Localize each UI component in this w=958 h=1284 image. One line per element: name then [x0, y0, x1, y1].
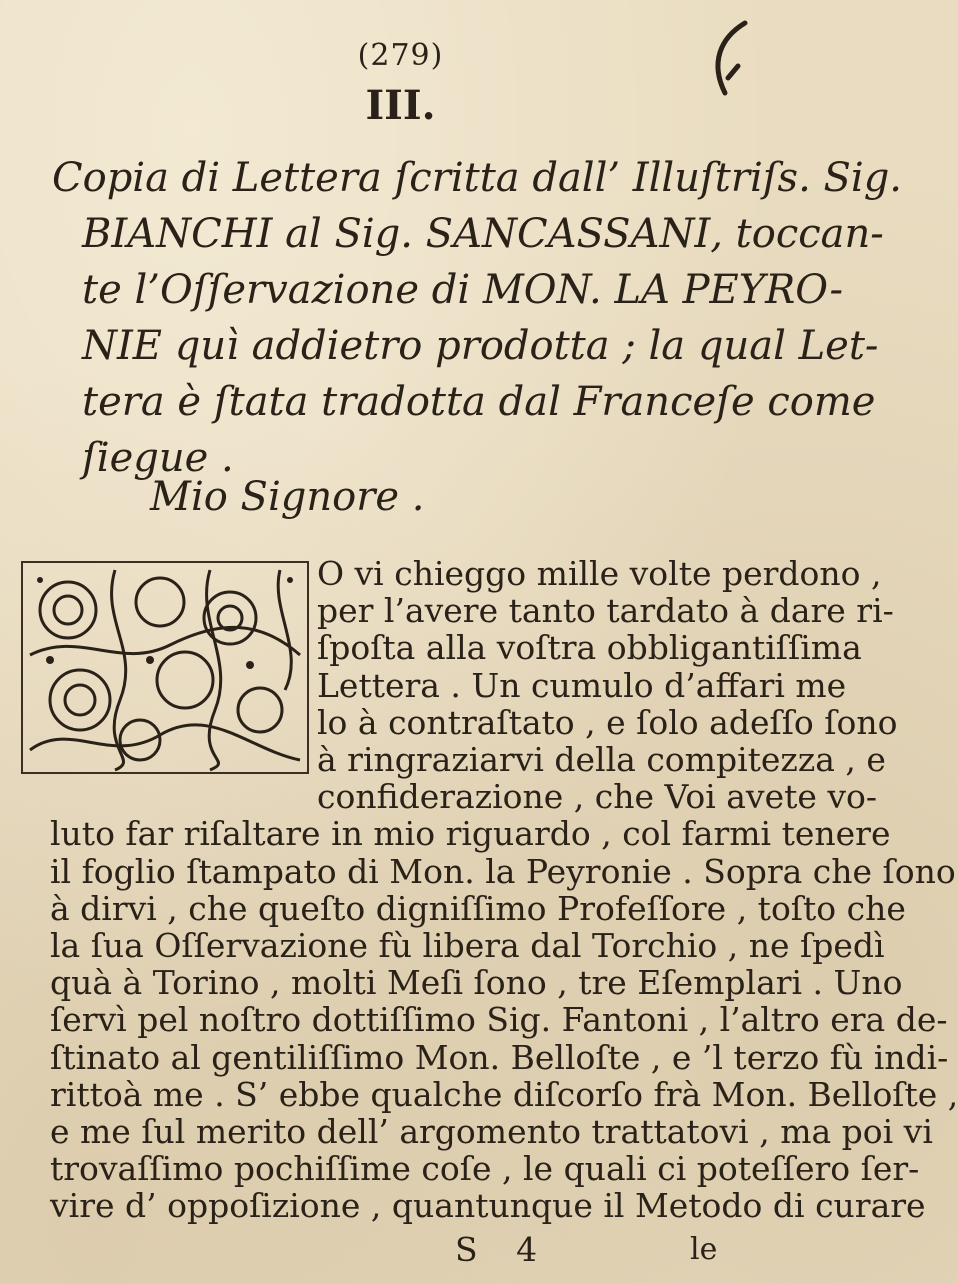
heading-line: te l’Oſſervazione di MON. LA PEYRO-: [82, 267, 844, 313]
body-line: il foglio ſtampato di Mon. la Peyronie . Sopra che ſono: [50, 851, 956, 891]
heading-line: BIANCHI al Sig. SANCASSANI, toccan-: [82, 211, 884, 257]
body-line: quà à Torino , molti Meſi ſono , tre Eſemplari . Uno: [50, 963, 903, 1003]
body-line: à dirvi , che queſto digniſſimo Profeſſore , toſto che: [50, 888, 906, 928]
body-line: trovaſſimo pochiſſime coſe , le quali ci poteſſero ſer-: [50, 1149, 920, 1189]
body-line: luto far riſaltare in mio riguardo , col farmi tenere: [50, 814, 891, 854]
letter-heading: [52, 150, 903, 486]
signature-mark: S 4: [455, 1230, 552, 1269]
letter-body: [50, 554, 958, 1226]
body-line: Lettera . Un cumulo d’affari me: [317, 665, 847, 705]
body-line: e me ſul merito dell’ argomento trattatovi , ma poi vi: [50, 1112, 933, 1152]
heading-line: tera è ſtata tradotta dal Franceſe come: [82, 379, 876, 425]
body-line: lo à contraſtato , e ſolo adeſſo ſono: [317, 702, 898, 742]
body-line: ſpoſta alla voſtra obbligantiſſima: [317, 628, 862, 668]
heading-line: Copia di Lettera ſcritta dall’ Illuſtriſs. Sig.: [52, 155, 903, 201]
body-line: vire d’ oppoſizione , quantunque il Metodo di curare: [50, 1186, 926, 1226]
body-line: ſervì pel noſtro dottiſſimo Sig. Fantoni , l’altro era de-: [50, 1000, 948, 1040]
catchword: le: [690, 1232, 718, 1267]
body-line: confiderazione , che Voi avete vo-: [317, 777, 878, 817]
body-line: per l’avere tanto tardato à dare ri-: [317, 591, 894, 631]
body-line: la ſua Oſſervazione fù libera dal Torchio , ne ſpedì: [50, 926, 885, 966]
heading-line: ſiegue .: [82, 435, 234, 481]
heading-line: NIE quì addietro prodotta ; la qual Let-: [82, 323, 879, 369]
page-number: (279): [357, 38, 444, 73]
body-line: O vi chieggo mille volte perdono ,: [317, 554, 882, 593]
body-line: à ringraziarvi della compitezza , e: [317, 740, 886, 780]
body-line: ſtinato al gentiliſſimo Mon. Belloſte , e ’l terzo fù indi-: [50, 1037, 949, 1077]
salutation: Mio Signore .: [150, 474, 425, 520]
body-line: rittoà me . S’ ebbe qualche diſcorſo frà Mon. Belloſte ,: [50, 1074, 958, 1114]
ink-mark-corner: [690, 18, 760, 108]
section-number: III.: [365, 82, 436, 129]
